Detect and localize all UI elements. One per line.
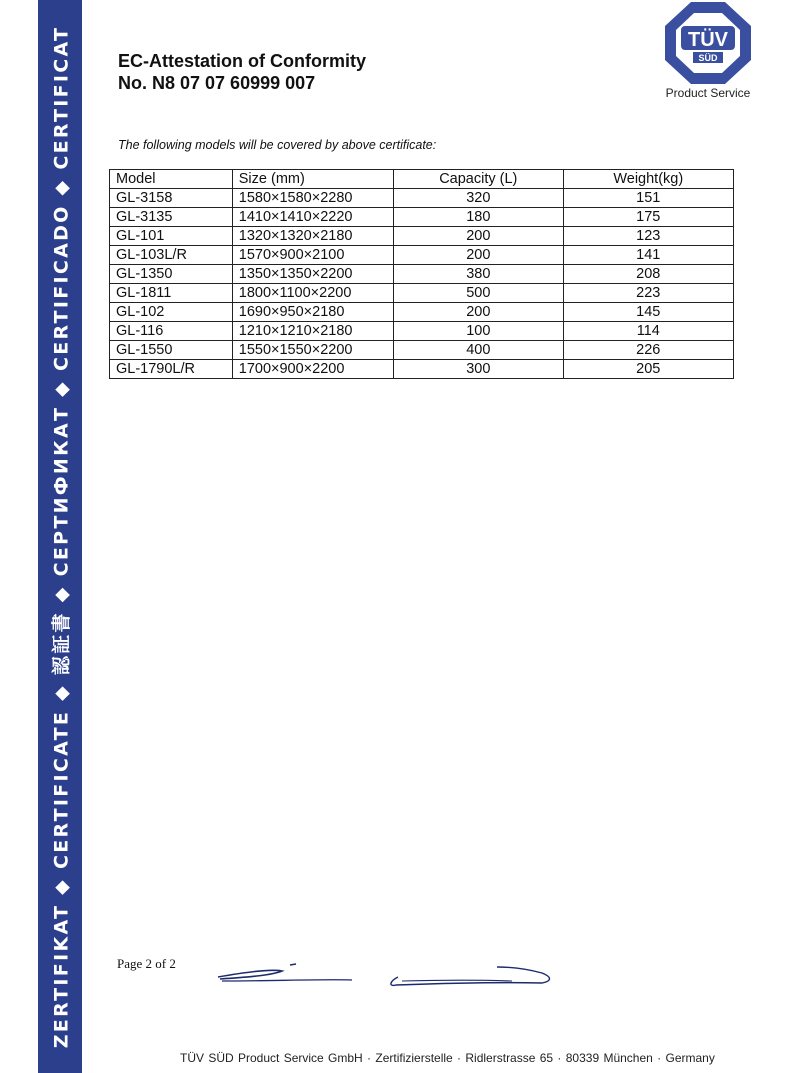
cell-model: GL-1811: [110, 284, 233, 303]
cell-capacity: 200: [394, 303, 563, 322]
cell-model: GL-103L/R: [110, 246, 233, 265]
cell-model: GL-3158: [110, 189, 233, 208]
logo-caption: Product Service: [665, 86, 751, 100]
cell-model: GL-3135: [110, 208, 233, 227]
logo-sub-text: SÜD: [698, 53, 718, 63]
cell-capacity: 300: [394, 360, 563, 379]
title-block: [118, 50, 366, 94]
table-row: [110, 265, 734, 284]
cell-weight: 208: [563, 265, 733, 284]
cell-size: 1700×900×2200: [232, 360, 393, 379]
certificate-number: No. N8 07 07 60999 007: [118, 73, 316, 93]
cell-capacity: 200: [394, 246, 563, 265]
table-row: [110, 284, 734, 303]
cell-capacity: 180: [394, 208, 563, 227]
intro-text: The following models will be covered by above certificate:: [118, 138, 437, 152]
tuv-sud-logo: [663, 0, 753, 86]
header-weight: Weight(kg): [563, 170, 733, 189]
table-row: [110, 303, 734, 322]
footer-address: TÜV SÜD Product Service GmbH · Zertifizierstelle · Ridlerstrasse 65 · 80339 München · Germany: [180, 1051, 715, 1065]
cell-size: 1690×950×2180: [232, 303, 393, 322]
cell-size: 1350×1350×2200: [232, 265, 393, 284]
header-capacity: Capacity (L): [394, 170, 563, 189]
cell-model: GL-1350: [110, 265, 233, 284]
cell-capacity: 380: [394, 265, 563, 284]
cell-weight: 114: [563, 322, 733, 341]
header-size: Size (mm): [232, 170, 393, 189]
cell-weight: 175: [563, 208, 733, 227]
logo-mark-text: TÜV: [688, 29, 728, 51]
cell-model: GL-1550: [110, 341, 233, 360]
table-row: [110, 208, 734, 227]
cell-weight: 145: [563, 303, 733, 322]
cell-capacity: 100: [394, 322, 563, 341]
cell-weight: 226: [563, 341, 733, 360]
cell-size: 1570×900×2100: [232, 246, 393, 265]
header-model: Model: [110, 170, 233, 189]
table-row: [110, 322, 734, 341]
table-row: [110, 189, 734, 208]
cell-size: 1800×1100×2200: [232, 284, 393, 303]
page-number: Page 2 of 2: [117, 956, 176, 971]
certificate-sidebar-band: [38, 0, 82, 1073]
table-row: [110, 360, 734, 379]
cell-weight: 151: [563, 189, 733, 208]
sidebar-certificate-text: ZERTIFIKAT ◆ CERTIFICATE ◆ 認証書 ◆ СЕРТИФИКАТ ◆ CERTIFICADO ◆ CERTIFICAT: [50, 25, 73, 1048]
table-row: [110, 246, 734, 265]
table-header-row: [110, 170, 734, 189]
cell-size: 1410×1410×2220: [232, 208, 393, 227]
cell-weight: 205: [563, 360, 733, 379]
cell-capacity: 400: [394, 341, 563, 360]
cell-model: GL-116: [110, 322, 233, 341]
handwritten-signature: [212, 955, 562, 995]
models-table: [109, 169, 734, 379]
table-row: [110, 227, 734, 246]
cell-model: GL-1790L/R: [110, 360, 233, 379]
cell-weight: 141: [563, 246, 733, 265]
cell-size: 1320×1320×2180: [232, 227, 393, 246]
cell-size: 1580×1580×2280: [232, 189, 393, 208]
cell-capacity: 200: [394, 227, 563, 246]
cell-capacity: 500: [394, 284, 563, 303]
document-title: EC-Attestation of Conformity: [118, 51, 366, 71]
table-row: [110, 341, 734, 360]
cell-size: 1550×1550×2200: [232, 341, 393, 360]
cell-weight: 223: [563, 284, 733, 303]
cell-model: GL-101: [110, 227, 233, 246]
cell-size: 1210×1210×2180: [232, 322, 393, 341]
cell-weight: 123: [563, 227, 733, 246]
cell-capacity: 320: [394, 189, 563, 208]
cell-model: GL-102: [110, 303, 233, 322]
